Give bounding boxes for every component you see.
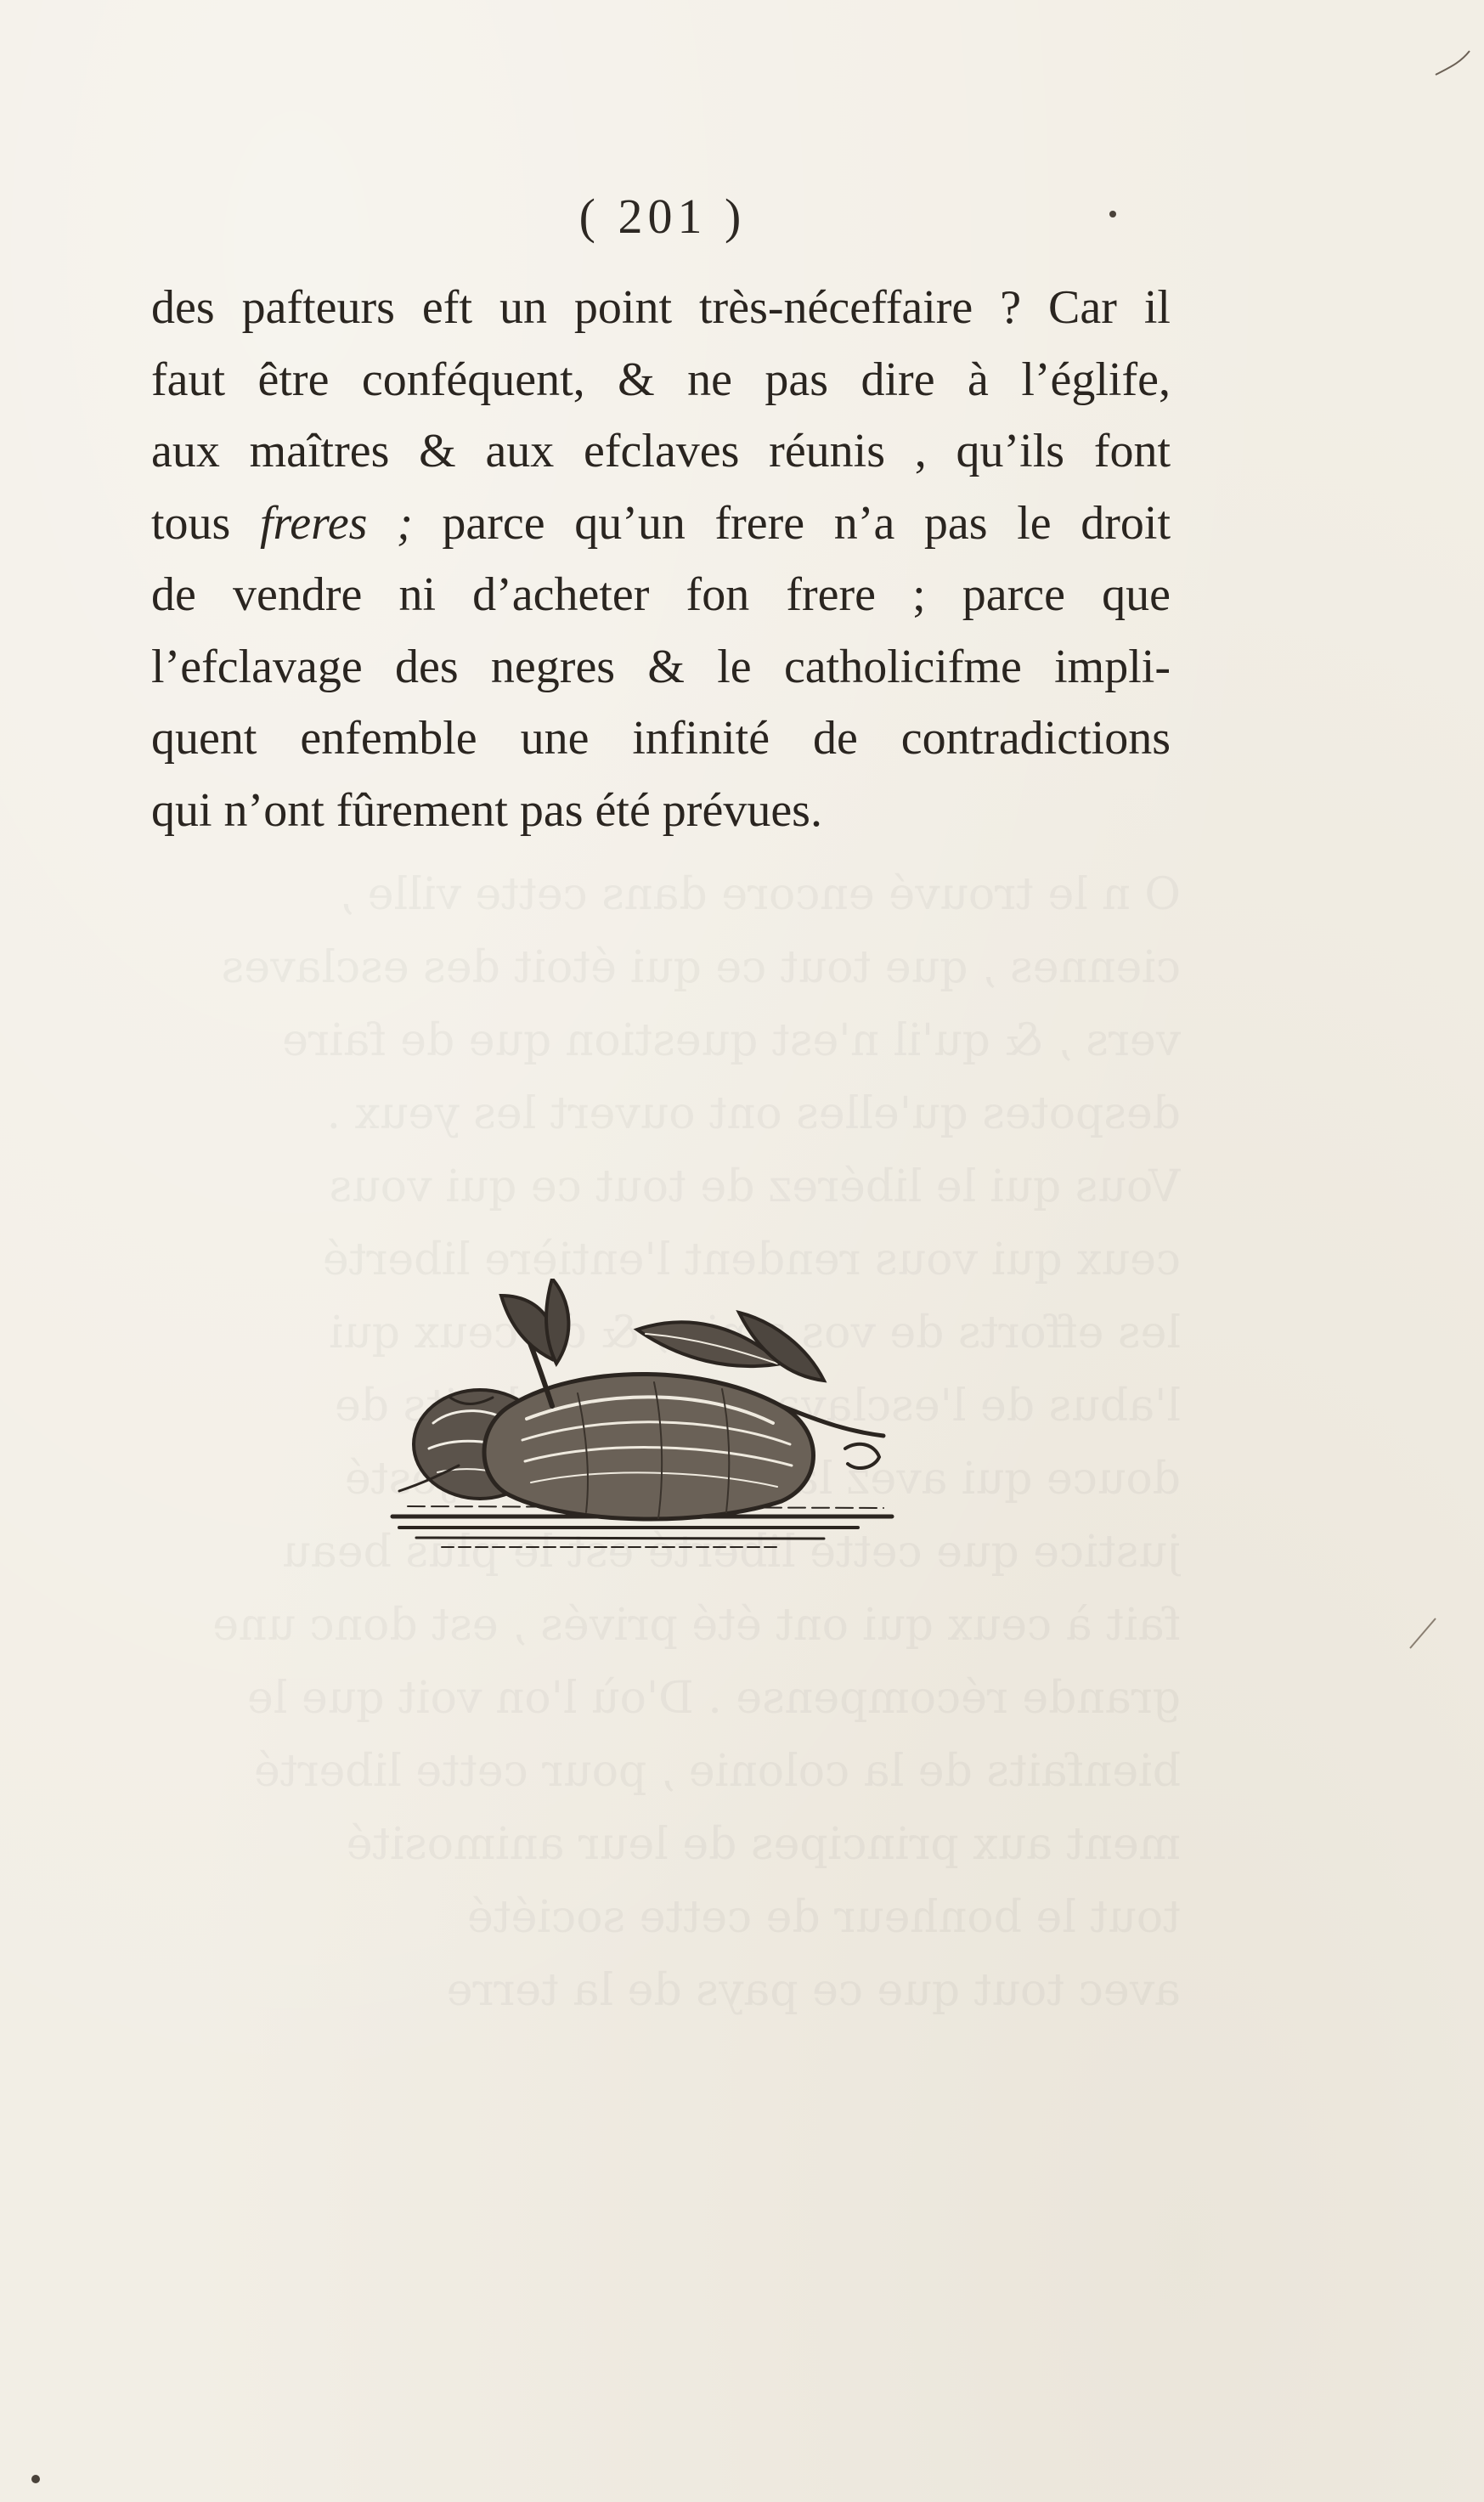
italic-word: freres ; <box>259 496 413 550</box>
page-number: ( 201 ) <box>578 189 747 244</box>
text-line: des pafteurs eft un point très-néceffaire ? Car il <box>151 281 1171 334</box>
text-line: de vendre ni d’acheter fon frere ; parce que <box>151 568 1171 621</box>
fruit-branch-woodcut-icon <box>382 1279 909 1559</box>
text-segment: parce qu’un frere n’a pas le droit <box>412 496 1171 550</box>
text-line: quent enfemble une infinité de contradictions <box>151 712 1171 765</box>
text-line: qui n’ont fûrement pas été prévues. <box>151 783 822 837</box>
text-line-italic <box>151 488 1171 560</box>
bleed-through-texture: O n le trouvé encore dans cette ville , ciennes , que tout ce qui étoit des esclaves vers , & qu'il n'est question que de faire despotes qu'elles ont ouvert les yeux . Vous qui le libérez de tout ce qui vous ceux qui vous rendent l'entière liberté les efforts de vos & ceux qui l'abus de l'esclavage de douce qui avez la justice que cette liberté est le plus beau fait à ceux qui ont été privés , est donc une grande récompense . D'où l'on voit que le bienfaits de la colonie , pour cette liberté ment aux principes de leur animosité tout le bonheur de cette société avec tout que ce pays de la terre <box>212 869 1181 2016</box>
main-text <box>151 272 1171 846</box>
text-segment: tous <box>151 496 260 550</box>
text-line: l’efclavage des negres & le catholicifme impli- <box>151 640 1171 693</box>
text-line: faut être conféquent, & ne pas dire à l’églife, <box>151 353 1171 406</box>
text-line: aux maîtres & aux efclaves réunis , qu’ils font <box>151 425 1171 477</box>
